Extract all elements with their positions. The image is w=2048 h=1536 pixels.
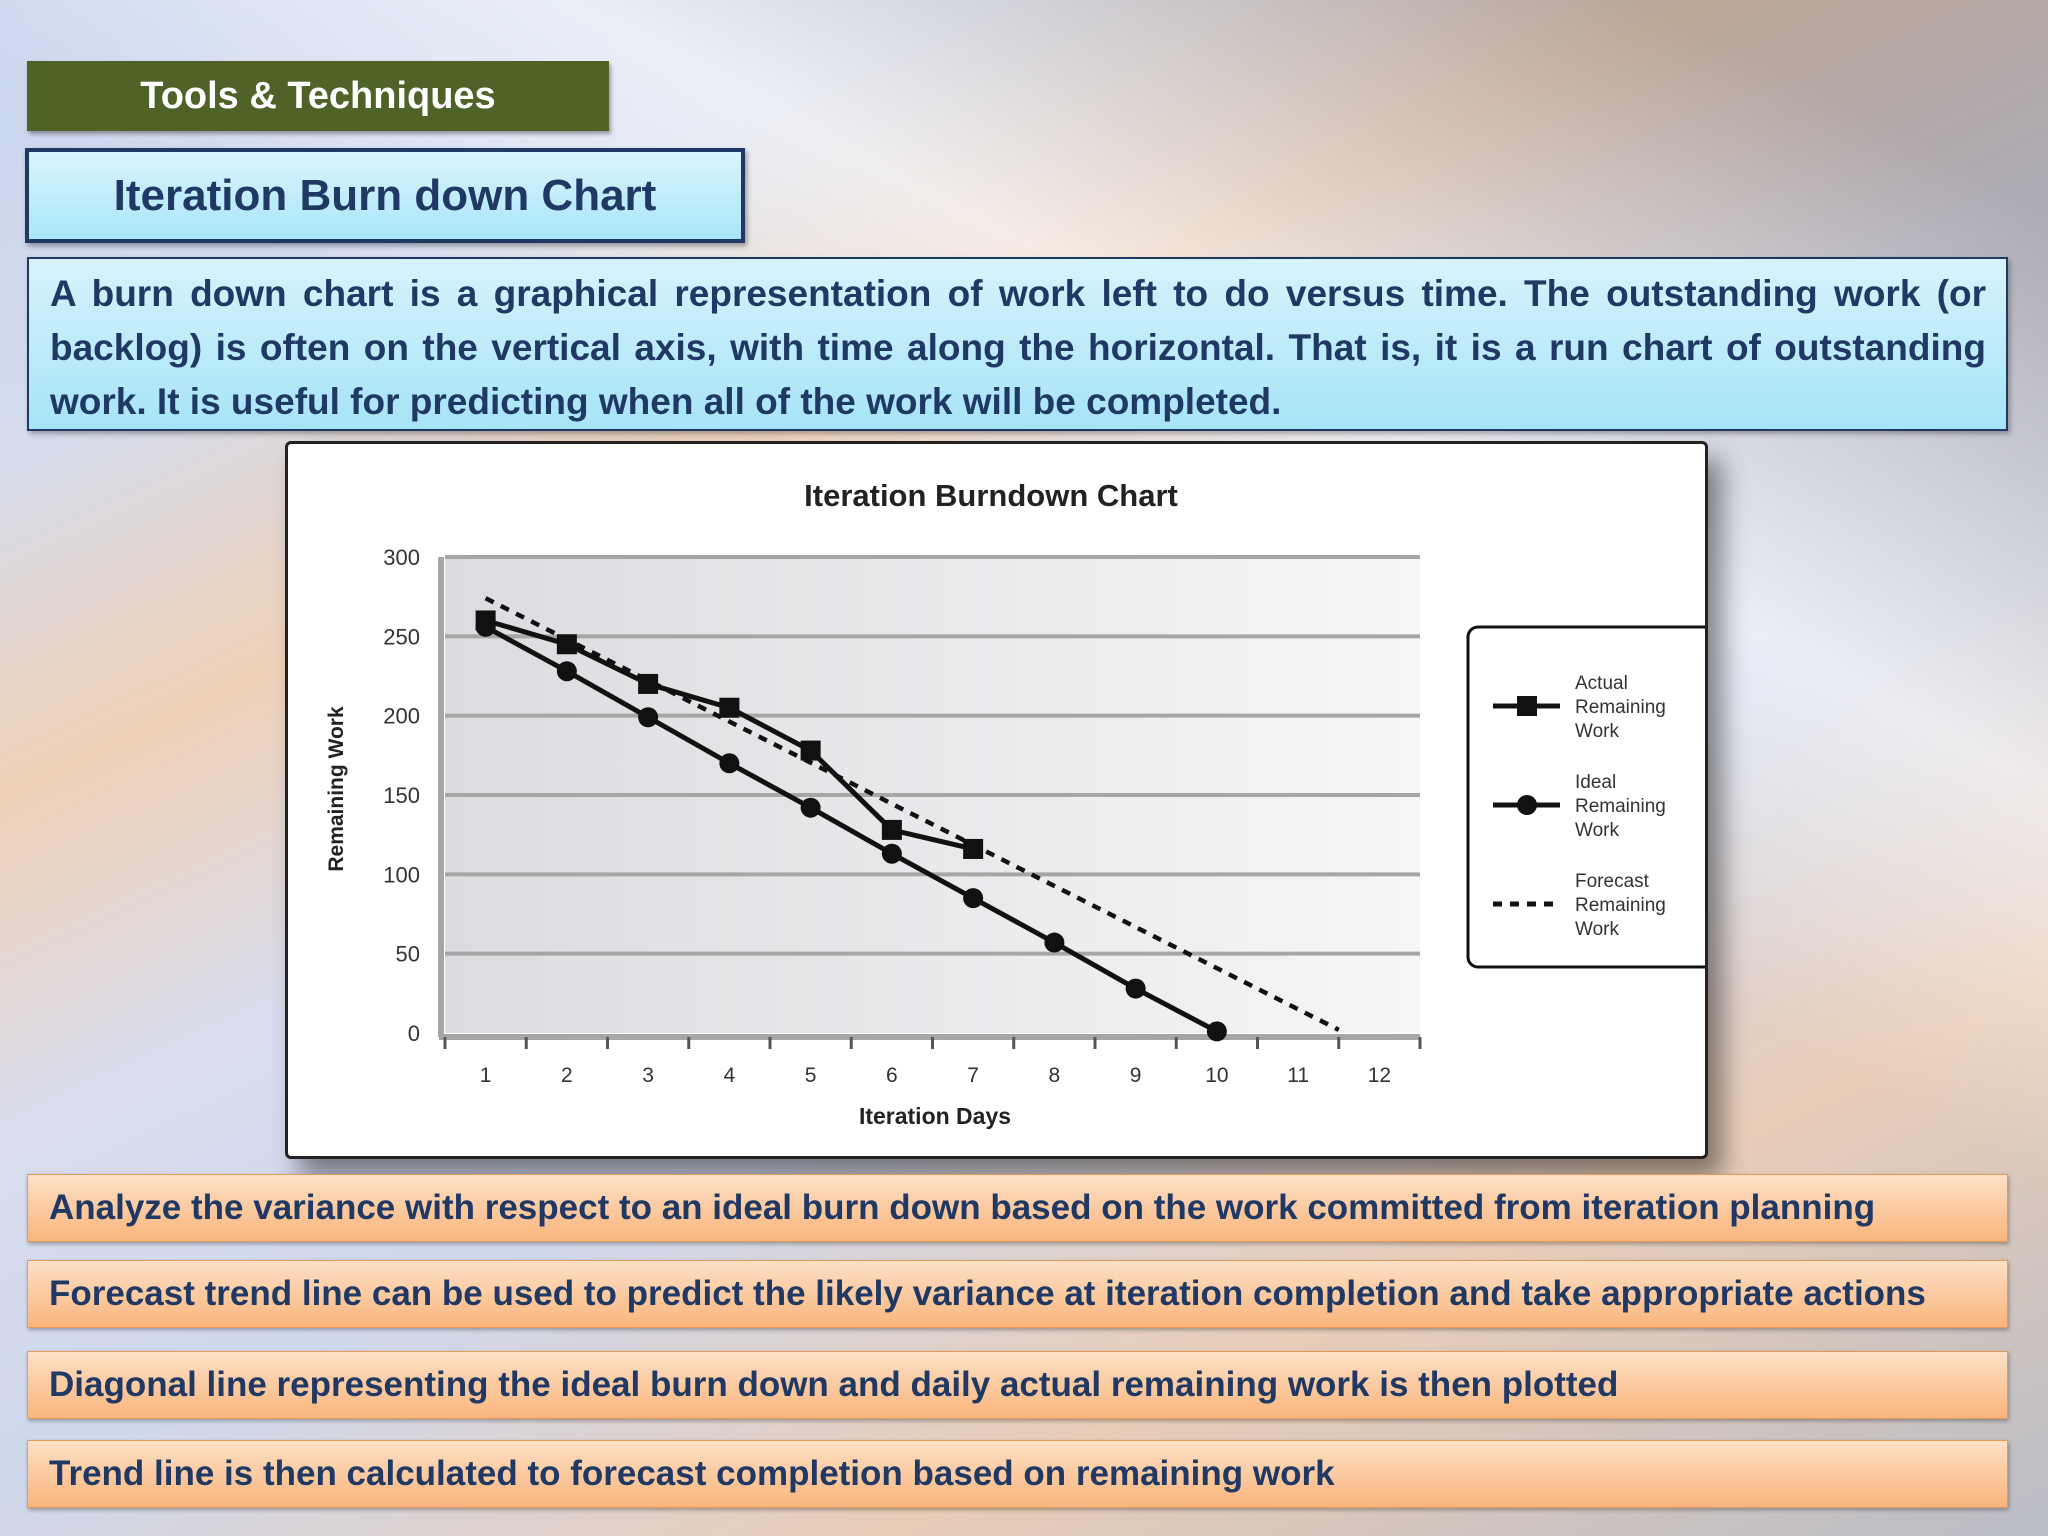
ideal-remaining-work-point <box>1044 933 1064 953</box>
x-tick-label: 10 <box>1205 1064 1229 1087</box>
legend-marker-ideal-remaining-work <box>1517 795 1537 815</box>
actual-remaining-work-point <box>801 741 821 761</box>
x-tick-label: 6 <box>886 1064 898 1087</box>
ideal-remaining-work-point <box>882 844 902 864</box>
x-tick-label: 7 <box>967 1064 979 1087</box>
x-tick-label: 5 <box>804 1064 817 1087</box>
y-tick-label: 200 <box>383 703 420 729</box>
x-tick-label: 8 <box>1048 1064 1061 1087</box>
ideal-remaining-work-point <box>476 617 496 637</box>
x-tick-label: 2 <box>561 1064 573 1087</box>
x-tick-label: 4 <box>723 1064 736 1087</box>
x-tick-label: 9 <box>1129 1064 1142 1087</box>
ideal-remaining-work-point <box>719 753 739 773</box>
burndown-chart-frame <box>285 441 1708 1159</box>
legend-label: Work <box>1575 820 1619 841</box>
ideal-remaining-work-point <box>1207 1021 1227 1041</box>
legend-label: Remaining <box>1575 796 1666 817</box>
x-tick-label: 12 <box>1367 1064 1392 1087</box>
burndown-chart <box>288 444 1708 1159</box>
legend-label: Ideal <box>1575 772 1617 793</box>
ideal-remaining-work-point <box>557 661 577 681</box>
y-tick-label: 100 <box>383 862 420 888</box>
ideal-remaining-work-point <box>1126 979 1146 999</box>
bullet-item-2: Forecast trend line can be used to predict the likely variance at iteration completion and take appropriate actions <box>27 1260 2008 1328</box>
legend-label: Remaining <box>1575 697 1666 718</box>
ideal-remaining-work-point <box>638 707 658 727</box>
y-tick-label: 0 <box>407 1021 420 1046</box>
x-tick-label: 1 <box>479 1064 492 1087</box>
x-tick-label: 3 <box>642 1064 654 1087</box>
y-axis-label: Remaining Work <box>325 706 348 872</box>
legend-label: Actual <box>1575 673 1628 694</box>
actual-remaining-work-point <box>719 698 739 718</box>
legend-marker-actual-remaining-work <box>1517 696 1537 716</box>
intro-text: A burn down chart is a graphical representation of work left to do versus time. The outstanding work (or backlog) is often on the vertical axis, with time along the horizontal. That is, it is a run chart of outstanding work. It is useful for predicting when all of the work will be completed. <box>27 257 2008 431</box>
y-tick-label: 300 <box>383 545 420 570</box>
actual-remaining-work-point <box>963 839 983 859</box>
legend-label: Work <box>1575 919 1619 940</box>
y-tick-label: 50 <box>395 941 420 967</box>
ideal-remaining-work-point <box>963 888 983 908</box>
legend-label: Work <box>1575 721 1619 742</box>
section-tag: Tools & Techniques <box>27 61 609 131</box>
chart-title: Iteration Burndown Chart <box>804 478 1178 513</box>
bullet-item-1: Analyze the variance with respect to an ideal burn down based on the work committed from iteration planning <box>27 1174 2008 1242</box>
legend-label: Forecast <box>1575 871 1649 892</box>
actual-remaining-work-point <box>882 820 902 840</box>
x-tick-label: 11 <box>1287 1064 1310 1087</box>
y-tick-label: 250 <box>383 624 420 650</box>
y-tick-label: 150 <box>383 783 420 808</box>
bullet-item-3: Diagonal line representing the ideal burn down and daily actual remaining work is then plotted <box>27 1351 2008 1419</box>
x-axis-label: Iteration Days <box>858 1103 1012 1129</box>
slide-title: Iteration Burn down Chart <box>25 148 745 243</box>
bullet-item-4: Trend line is then calculated to forecast completion based on remaining work <box>27 1440 2008 1508</box>
legend-label: Remaining <box>1575 895 1666 916</box>
ideal-remaining-work-point <box>801 798 821 818</box>
